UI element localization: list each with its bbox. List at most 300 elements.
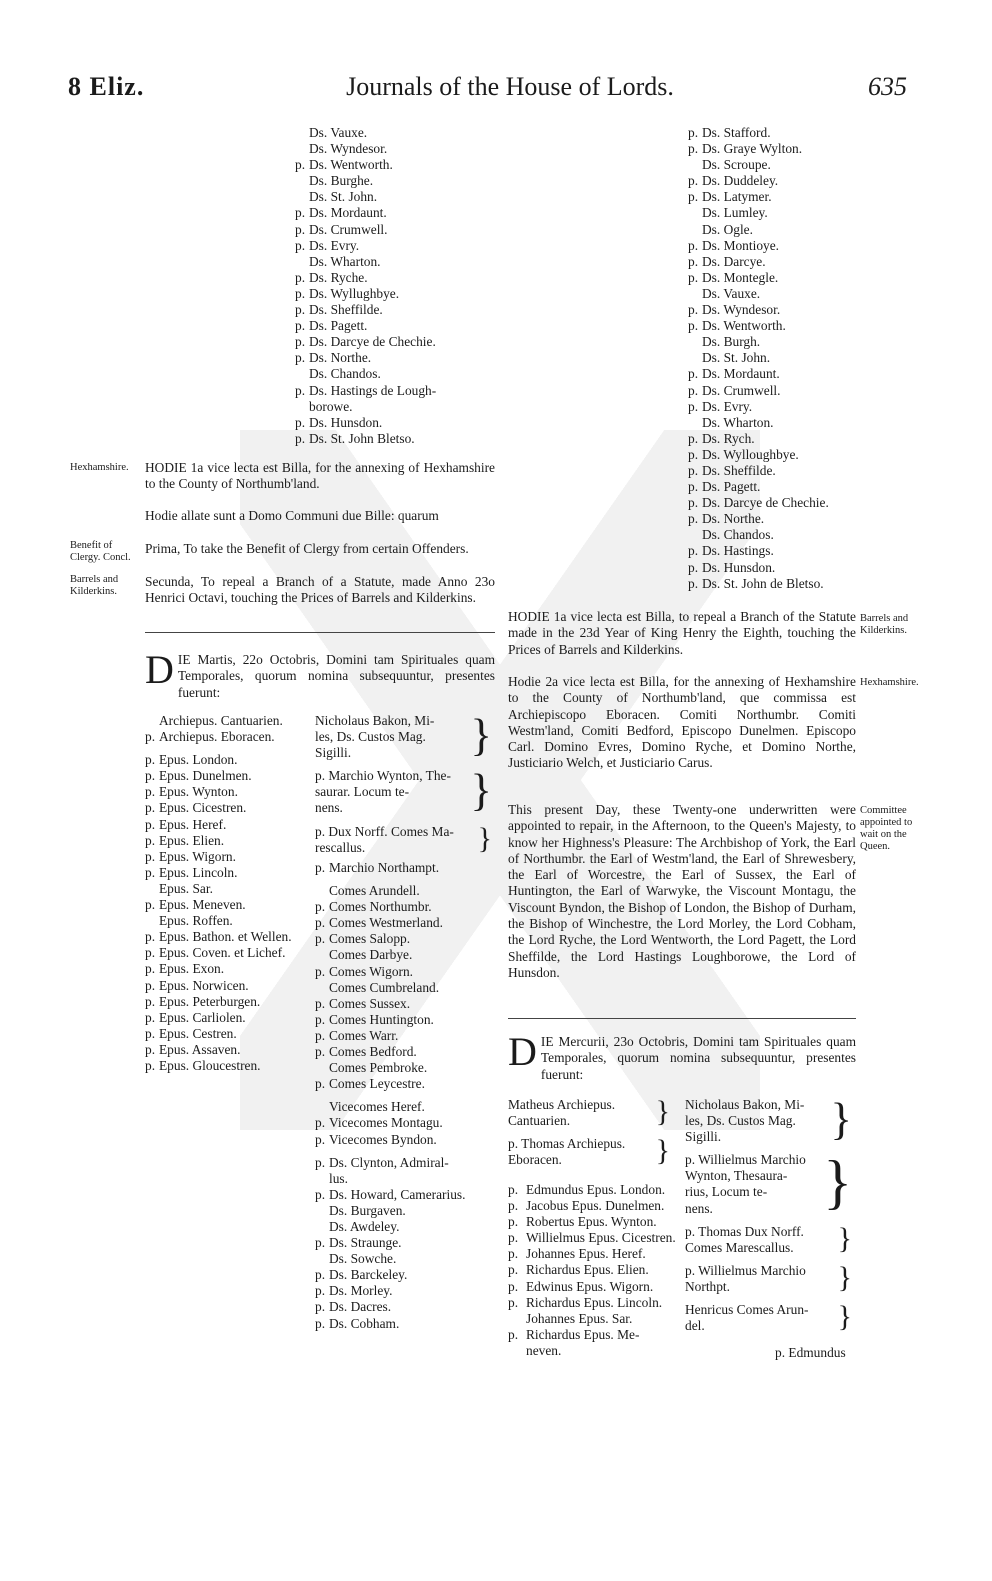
lord-name: Ds. Hastings. <box>702 543 774 559</box>
lord-name: Ds. Wyndesor. <box>309 141 388 157</box>
officers-list-martis <box>315 710 492 856</box>
list-item <box>315 1219 465 1235</box>
lord-name: Vicecomes Byndon. <box>329 1131 437 1147</box>
presence-mark: p. <box>295 221 306 237</box>
list-item <box>508 1214 676 1230</box>
list-item <box>688 125 829 141</box>
list-item <box>688 189 829 205</box>
list-item <box>688 463 829 479</box>
presence-mark: p. <box>688 318 699 334</box>
list-item <box>508 1343 676 1359</box>
presence-mark: p. <box>315 1154 326 1170</box>
presence-mark: p. <box>315 1115 326 1131</box>
presence-mark: p. <box>688 575 699 591</box>
list-item <box>688 286 829 302</box>
presence-mark: p. <box>315 1131 326 1147</box>
lord-name: Ds. St. John de Bletso. <box>702 575 824 591</box>
list-item <box>688 511 829 527</box>
lord-name: Epus. Coven. et Lichef. <box>159 945 286 961</box>
officer-line: Cantuarien. <box>508 1113 571 1129</box>
list-item <box>688 383 829 399</box>
list-item <box>315 980 465 996</box>
lord-name: Ds. Sheffilde. <box>702 462 776 478</box>
officer-line: p. Willielmus Marchio <box>685 1152 806 1168</box>
presence-mark: p. <box>688 398 699 414</box>
list-item <box>145 994 292 1010</box>
presence-mark: p. <box>508 1198 519 1214</box>
lord-name: Epus. Cicestren. <box>159 800 247 816</box>
presence-mark: p. <box>145 1041 156 1057</box>
list-item <box>295 205 436 221</box>
list-item <box>315 1187 465 1203</box>
lord-name: Comes Bedford. <box>329 1044 417 1060</box>
para-barrels-first-reading: HODIE 1a vice lecta est Billa, to repeal a Branch of the Statute made in the 23d Year of King Henry the Eighth, touching the Prices of Barrels and Kilderkins. <box>508 609 856 657</box>
lord-name: Ds. Wentworth. <box>702 318 786 334</box>
presence-mark: p. <box>315 1267 326 1283</box>
presence-mark: p. <box>295 318 306 334</box>
presence-mark: p. <box>688 511 699 527</box>
lords-temporal-list-martis <box>315 860 465 1332</box>
presence-mark: p. <box>688 479 699 495</box>
officer-line: p. Marchio Wynton, The- <box>315 768 451 784</box>
list-item <box>508 1198 676 1214</box>
presence-mark: p. <box>315 1315 326 1331</box>
lord-name: Ds. Stafford. <box>702 125 771 140</box>
presence-mark: p. <box>508 1326 519 1342</box>
presence-mark: p. <box>688 446 699 462</box>
brace-icon: } <box>655 1095 670 1128</box>
brace-icon: } <box>830 1094 852 1144</box>
lord-name: Marchio Northampt. <box>329 860 440 875</box>
list-item <box>295 334 436 350</box>
lord-name: Archiepus. Eboracen. <box>159 729 275 745</box>
list-item <box>295 318 436 334</box>
presence-mark: p. <box>315 1299 326 1315</box>
lord-name: Comes Cumbreland. <box>329 979 440 995</box>
lord-name: Ds. Latymer. <box>702 189 772 205</box>
lord-name: Richardus Epus. Lincoln. <box>526 1294 663 1310</box>
officer-line: del. <box>685 1318 705 1334</box>
list-item <box>508 1311 676 1327</box>
lord-name: Ds. Pagett. <box>309 318 368 334</box>
list-item <box>688 366 829 382</box>
presence-mark: p. <box>315 1044 326 1060</box>
presence-mark: p. <box>295 414 306 430</box>
presence-mark: p. <box>688 189 699 205</box>
list-item <box>295 350 436 366</box>
presence-mark: p. <box>145 768 156 784</box>
officer-entry <box>685 1221 852 1256</box>
list-item <box>295 302 436 318</box>
officer-line: Eboracen. <box>508 1152 562 1168</box>
lord-name: Ds. Burgaven. <box>329 1202 406 1218</box>
lord-name: Ds. Wyndesor. <box>702 302 781 318</box>
presence-mark: p. <box>315 1283 326 1299</box>
list-item <box>145 945 292 961</box>
brace-icon: } <box>655 1134 670 1168</box>
lord-name: Ds. Sheffilde. <box>309 302 383 318</box>
list-item <box>315 1267 465 1283</box>
presence-mark: p. <box>315 1235 326 1251</box>
brace-icon: } <box>477 821 492 855</box>
list-item <box>295 383 436 399</box>
lord-name: Archiepus. Cantuarien. <box>159 713 283 728</box>
lord-name: Ds. Vauxe. <box>702 285 761 301</box>
officer-line: nens. <box>315 800 343 816</box>
presence-mark: p. <box>145 929 156 945</box>
list-item <box>295 238 436 254</box>
presence-mark: p. <box>315 931 326 947</box>
brace-icon: } <box>837 1300 852 1334</box>
list-item <box>315 1283 465 1299</box>
lord-name: Ds. Burgh. <box>702 334 761 350</box>
lord-name: Vicecomes Heref. <box>329 1099 425 1115</box>
list-item <box>508 1246 676 1262</box>
lord-name: Comes Sussex. <box>329 995 411 1011</box>
presence-mark: p. <box>315 1076 326 1092</box>
catchword: p. Edmundus <box>775 1345 846 1360</box>
lords-spiritual-list-martis <box>145 713 292 1074</box>
brace-icon: } <box>470 765 492 816</box>
lord-name: Ds. Duddeley. <box>702 173 779 189</box>
list-item <box>688 350 829 366</box>
lord-name: Epus. Dunelmen. <box>159 768 252 784</box>
officer-line: Sigilli. <box>315 745 352 761</box>
list-item <box>688 157 829 173</box>
brace-icon: } <box>470 710 492 760</box>
list-item <box>295 366 436 382</box>
list-item <box>145 833 292 849</box>
presence-mark: p. <box>145 816 156 832</box>
officer-line: rescallus. <box>315 839 366 855</box>
list-item <box>315 1115 465 1131</box>
drop-cap: D <box>145 647 174 692</box>
lord-name: Ds. Morley. <box>329 1283 393 1299</box>
lord-name: Comes Huntington. <box>329 1011 434 1027</box>
bishops-list-mercurii <box>508 1182 676 1359</box>
list-item <box>315 915 465 931</box>
presence-mark: p. <box>508 1294 519 1310</box>
lord-name: Epus. Cestren. <box>159 1025 237 1041</box>
header-regnal-year: 8 Eliz. <box>68 72 145 101</box>
para-prima: Prima, To take the Benefit of Clergy from certain Offenders. <box>145 541 469 556</box>
lord-name: Ds. Evry. <box>702 398 753 414</box>
list-item <box>315 860 465 876</box>
lord-name: Comes Warr. <box>329 1027 399 1043</box>
list-item <box>315 1235 465 1251</box>
list-item <box>688 334 829 350</box>
lord-name: Ds. Pagett. <box>702 479 761 495</box>
lord-name: Johannes Epus. Sar. <box>526 1310 633 1326</box>
lord-name: Ds. Hunsdon. <box>702 559 776 575</box>
list-item <box>315 964 465 980</box>
lord-name: Ds. Mordaunt. <box>702 366 780 382</box>
list-item <box>295 189 436 205</box>
officer-line: nens. <box>685 1200 713 1216</box>
officer-entry <box>315 710 492 761</box>
list-item <box>295 399 436 415</box>
lord-name: Epus. London. <box>159 752 238 768</box>
lord-name: Ds. Darcye de Chechie. <box>309 334 436 350</box>
lord-name: Ds. Ogle. <box>702 221 753 237</box>
list-item <box>295 431 436 447</box>
lord-name: Ds. Awdeley. <box>329 1218 400 1234</box>
lord-name: Ds. Wharton. <box>309 253 381 269</box>
lord-name: lus. <box>329 1170 348 1186</box>
presence-mark: p. <box>508 1182 519 1197</box>
officer-entry <box>685 1094 852 1145</box>
officer-line: rius, Locum te- <box>685 1184 768 1200</box>
presence-mark: p. <box>315 915 326 931</box>
lord-name: Ds. Graye Wylton. <box>702 141 803 157</box>
list-item <box>145 713 292 729</box>
officer-line: Matheus Archiepus. <box>508 1097 616 1112</box>
lord-name: Epus. Peterburgen. <box>159 993 261 1009</box>
presence-mark: p. <box>688 559 699 575</box>
lord-name: Comes Pembroke. <box>329 1060 428 1076</box>
presence-mark: p. <box>145 1025 156 1041</box>
list-item <box>508 1327 676 1343</box>
list-item <box>315 899 465 915</box>
presence-mark: p. <box>295 334 306 350</box>
list-item <box>508 1262 676 1278</box>
officer-line: les, Ds. Custos Mag. <box>315 729 426 745</box>
list-item <box>688 318 829 334</box>
list-item <box>145 929 292 945</box>
presence-mark: p. <box>145 848 156 864</box>
presence-mark: p. <box>145 832 156 848</box>
presence-mark: p. <box>295 430 306 446</box>
list-item <box>295 270 436 286</box>
list-item <box>315 1132 465 1148</box>
list-item <box>315 947 465 963</box>
list-item <box>688 141 829 157</box>
list-item <box>508 1182 676 1198</box>
lord-name: Edmundus Epus. London. <box>526 1182 666 1197</box>
presence-mark: p. <box>688 430 699 446</box>
list-item <box>315 1028 465 1044</box>
list-item <box>145 913 292 929</box>
lord-name: Willielmus Epus. Cicestren. <box>526 1230 676 1246</box>
lord-name: Ds. Chandos. <box>702 527 774 543</box>
presence-mark: p. <box>295 237 306 253</box>
list-item <box>295 173 436 189</box>
lord-name: Ds. Mordaunt. <box>309 205 387 221</box>
lord-name: Ds. Sowche. <box>329 1251 397 1267</box>
list-item <box>315 931 465 947</box>
lord-name: Ds. Hunsdon. <box>309 414 383 430</box>
presence-mark: p. <box>315 1011 326 1027</box>
margin-note-hexhamshire: Hexhamshire. <box>70 462 129 473</box>
lord-name: Ds. Darcye de Chechie. <box>702 495 829 511</box>
brace-icon: } <box>823 1149 852 1216</box>
lord-name: Ds. Crumwell. <box>309 221 388 237</box>
presence-mark: p. <box>145 961 156 977</box>
page-number: 635 <box>868 72 907 101</box>
list-item <box>315 1099 465 1115</box>
margin-note-committee: Committee appointed to wait on the Queen. <box>860 805 913 852</box>
presence-mark: p. <box>688 462 699 478</box>
presence-mark: p. <box>145 752 156 768</box>
list-item <box>145 768 292 784</box>
list-item <box>688 205 829 221</box>
presence-mark: p. <box>508 1246 519 1262</box>
list-item <box>295 141 436 157</box>
presence-mark: p. <box>688 253 699 269</box>
header-title: Journals of the House of Lords. <box>346 72 674 101</box>
presence-mark: p. <box>508 1230 519 1246</box>
lord-name: Epus. Gloucestren. <box>159 1057 261 1073</box>
list-item <box>145 800 292 816</box>
list-item <box>315 996 465 1012</box>
lord-name: Ds. Ryche. <box>309 269 368 285</box>
presence-mark: p. <box>688 302 699 318</box>
officer-entry <box>315 765 492 816</box>
list-item <box>688 238 829 254</box>
presence-mark: p. <box>508 1262 519 1278</box>
lord-name: Richardus Epus. Me- <box>526 1326 640 1342</box>
lord-name: Vicecomes Montagu. <box>329 1115 443 1131</box>
presence-mark: p. <box>145 1009 156 1025</box>
lord-name: Ds. Barckeley. <box>329 1267 408 1283</box>
list-item <box>688 399 829 415</box>
list-item <box>145 1042 292 1058</box>
para-hexhamshire-second-reading: Hodie 2a vice lecta est Billa, for the annexing of Hexhamshire to the County of Northumb'land, que commissa est Archiepiscopo Eboracen. Comiti Northumbr. Comiti Westm'land, Comiti Bedford, Episcopo Dunelmen. Episcopo Carl. Domino Evres, Domino Ryche, et Domino Northe, Justiciario Welch, et Justiciario Carus. <box>508 674 856 771</box>
list-item <box>315 1316 465 1332</box>
presence-mark: p. <box>295 269 306 285</box>
list-item <box>315 1171 465 1187</box>
margin-note-barrels-right: Barrels and Kilderkins. <box>860 613 909 636</box>
lord-name: Epus. Carliolen. <box>159 1009 246 1025</box>
officer-line: saurar. Locum te- <box>315 784 410 800</box>
officer-line: Comes Marescallus. <box>685 1239 794 1255</box>
officer-line: p. Thomas Archiepus. <box>508 1136 626 1152</box>
lord-name: Ds. St. John. <box>309 189 378 205</box>
list-item <box>145 897 292 913</box>
presence-mark: p. <box>688 173 699 189</box>
list-item <box>145 881 292 897</box>
list-item <box>688 415 829 431</box>
lord-name: Ds. Crumwell. <box>702 382 781 398</box>
section-rule <box>145 632 495 633</box>
officer-entry <box>685 1302 850 1334</box>
archbishops-list-mercurii <box>508 1097 668 1168</box>
presence-mark: p. <box>145 993 156 1009</box>
list-item <box>315 1012 465 1028</box>
presence-mark: p. <box>315 995 326 1011</box>
lords-list-column-two <box>688 125 829 592</box>
lord-name: Ds. Scroupe. <box>702 157 771 173</box>
para-hexhamshire-first-reading: HODIE 1a vice lecta est Billa, for the annexing of Hexhamshire to the County of Northumb'land. <box>145 460 495 492</box>
presence-mark: p. <box>508 1278 519 1294</box>
presence-mark: p. <box>145 945 156 961</box>
list-item <box>688 479 829 495</box>
officer-line: Sigilli. <box>685 1129 722 1145</box>
list-item <box>688 560 829 576</box>
lord-name: Epus. Heref. <box>159 816 227 832</box>
presence-mark: p. <box>145 800 156 816</box>
list-item <box>315 1203 465 1219</box>
lord-name: Ds. St. John Bletso. <box>309 430 415 446</box>
list-item <box>508 1295 676 1311</box>
margin-note-barrels: Barrels and Kilderkins. <box>70 574 119 597</box>
lord-name: neven. <box>526 1342 562 1358</box>
presence-mark: p. <box>145 784 156 800</box>
list-item <box>688 495 829 511</box>
lord-name: Ds. Burghe. <box>309 173 374 189</box>
list-item <box>145 849 292 865</box>
list-item <box>315 1251 465 1267</box>
list-item <box>688 270 829 286</box>
margin-note-hexhamshire-right: Hexhamshire. <box>860 677 919 688</box>
presence-mark: p. <box>295 157 306 173</box>
lord-name: Comes Arundell. <box>329 883 420 899</box>
presence-mark: p. <box>145 729 156 745</box>
lord-name: Epus. Meneven. <box>159 897 246 913</box>
lord-name: Comes Salopp. <box>329 931 411 947</box>
list-item <box>315 1299 465 1315</box>
list-item <box>295 125 436 141</box>
brace-icon: } <box>837 1260 852 1294</box>
list-item <box>145 978 292 994</box>
lord-name: Ds. Montioye. <box>702 237 779 253</box>
presence-mark: p. <box>315 860 326 875</box>
list-item <box>295 286 436 302</box>
lord-name: Ds. Northe. <box>309 350 372 366</box>
presence-mark: p. <box>688 366 699 382</box>
list-item <box>315 1155 465 1171</box>
lord-name: Ds. Darcye. <box>702 253 766 269</box>
officer-line: Nicholaus Bakon, Mi- <box>315 713 435 728</box>
lord-name: Epus. Roffen. <box>159 913 233 929</box>
presence-mark: p. <box>688 125 699 140</box>
list-item <box>145 865 292 881</box>
drop-cap-2: D <box>508 1029 537 1074</box>
list-item <box>145 961 292 977</box>
lord-name: Epus. Lincoln. <box>159 864 238 880</box>
list-item <box>145 1010 292 1026</box>
section-rule-2 <box>508 1018 856 1019</box>
presence-mark: p. <box>295 302 306 318</box>
lord-name: Epus. Elien. <box>159 832 225 848</box>
list-item <box>688 527 829 543</box>
lord-name: Epus. Bathon. et Wellen. <box>159 929 292 945</box>
lord-name: Epus. Wynton. <box>159 784 238 800</box>
officer-line: Wynton, Thesaura- <box>685 1168 788 1184</box>
list-item <box>145 729 292 745</box>
officers-list-mercurii <box>685 1094 852 1334</box>
brace-icon: } <box>837 1221 852 1255</box>
lord-name: Ds. Wharton. <box>702 414 774 430</box>
lord-name: Comes Darbye. <box>329 947 413 963</box>
list-item <box>688 543 829 559</box>
presence-mark: p. <box>508 1214 519 1230</box>
presence-mark: p. <box>688 269 699 285</box>
lord-name: Ds. Straunge. <box>329 1235 402 1251</box>
para-committee-to-queen: This present Day, these Twenty-one underwritten were appointed to repair, in the Afternoon, to the Queen's Majesty, to know her Highness's Pleasure: The Archbishop of York, the Earl of Northumbr. the Earl of Westm'land, the Earl of Shrewesbery, the Earl of Worcestre, the Earl of Sussex, the Earl of Huntington, the Earl of Warwyke, the Viscount Montagu, the Viscount Byndon, the Bishop of London, the Bishop of Durham, the Bishop of Winchestre, the Lord Morley, the Lord Cobham, the Lord Ryche, the Lord Wentworth, the Lord Pagett, the Lord Sheffilde, the Lord Hastings Loughborowe, the Lord of Hunsdon. <box>508 802 856 980</box>
list-item <box>295 415 436 431</box>
lord-name: Epus. Wigorn. <box>159 848 236 864</box>
list-item <box>688 576 829 592</box>
lord-name: Ds. Chandos. <box>309 366 381 382</box>
presence-mark: p. <box>295 285 306 301</box>
list-item <box>688 447 829 463</box>
lord-name: Ds. Wentworth. <box>309 157 393 173</box>
officer-line: Nicholaus Bakon, Mi- <box>685 1097 805 1112</box>
para-bills-from-commons: Hodie allate sunt a Domo Communi due Bille: quarum <box>145 508 439 523</box>
list-item <box>315 1060 465 1076</box>
lord-name: Ds. Dacres. <box>329 1299 392 1315</box>
